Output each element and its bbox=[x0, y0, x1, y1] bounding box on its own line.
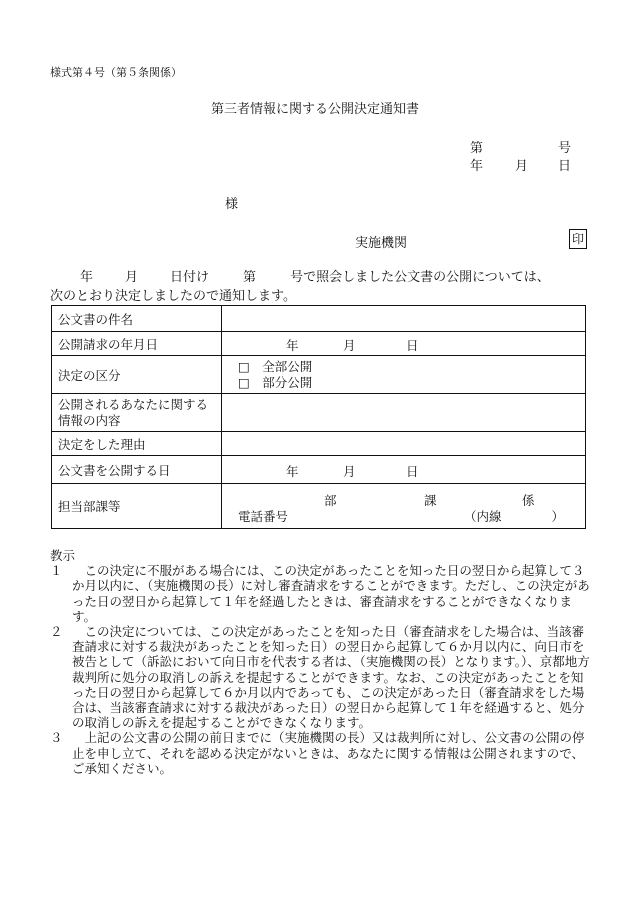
doc-number-prefix: 第 bbox=[470, 141, 484, 156]
row-value-decision bbox=[222, 356, 586, 394]
row-label-reason: 決定をした理由 bbox=[52, 432, 222, 456]
date-day: 日 bbox=[558, 159, 572, 174]
intro-month: 月 bbox=[125, 270, 139, 285]
request-date-day: 日 bbox=[406, 337, 419, 353]
row-value-reason bbox=[222, 432, 586, 456]
notice-item bbox=[50, 730, 595, 776]
request-date-year: 年 bbox=[286, 337, 299, 353]
row-label-disclosure-date: 公文書を公開する日 bbox=[52, 456, 222, 484]
notice-item bbox=[50, 624, 595, 730]
table-row bbox=[52, 456, 586, 484]
dept-suffix: 部 bbox=[324, 493, 337, 508]
table-row bbox=[52, 356, 586, 394]
table-row bbox=[52, 306, 586, 332]
notice-item-text: 上記の公文書の公開の前日までに（実施機関の長）又は裁判所に対し、公文書の公開の停止を申し立て、それを認める決定がないときは、あなたに関する情報は公開されますので、ご承知ください。 bbox=[72, 730, 585, 776]
table-row bbox=[52, 394, 586, 432]
row-label-subject: 公文書の件名 bbox=[52, 306, 222, 332]
row-label-request-date: 公開請求の年月日 bbox=[52, 332, 222, 356]
option-partial-disclosure: □ 部分公開 bbox=[238, 374, 313, 390]
notice-item-number: ３ bbox=[50, 730, 63, 746]
agency-label: 実施機関 bbox=[355, 236, 408, 251]
option-full-disclosure: □ 全部公開 bbox=[238, 358, 313, 374]
appeal-notice bbox=[50, 548, 595, 776]
doc-number-suffix: 号 bbox=[558, 141, 572, 156]
unit-suffix: 係 bbox=[522, 493, 535, 508]
form-number: 様式第４号（第５条関係） bbox=[50, 66, 182, 79]
row-label-info-content: 公開されるあなたに関する情報の内容 bbox=[52, 394, 222, 432]
intro-day: 日付け bbox=[170, 270, 210, 285]
intro-paragraph bbox=[50, 268, 595, 306]
info-table bbox=[51, 305, 586, 529]
row-value-request-date bbox=[222, 332, 586, 356]
request-date-month: 月 bbox=[343, 337, 356, 353]
notice-item-number: ２ bbox=[50, 624, 63, 640]
table-row bbox=[52, 484, 586, 529]
disclosure-date-month: 月 bbox=[343, 463, 356, 479]
section-suffix: 課 bbox=[424, 493, 437, 508]
row-value-disclosure-date bbox=[222, 456, 586, 484]
notice-item-number: １ bbox=[50, 563, 63, 579]
date-year: 年 bbox=[470, 159, 484, 174]
extension-label: （内線 ） bbox=[464, 509, 565, 524]
intro-year: 年 bbox=[80, 270, 94, 285]
row-value-info-content bbox=[222, 394, 586, 432]
table-row bbox=[52, 332, 586, 356]
intro-number-prefix: 第 bbox=[243, 270, 257, 285]
disclosure-date-year: 年 bbox=[286, 463, 299, 479]
table-row bbox=[52, 432, 586, 456]
notice-item-text: この決定に不服がある場合には、この決定があったことを知った日の翌日から起算して３か月以内に、（実施機関の長）に対し審査請求をすることができます。ただし、この決定があった日の翌日から起算して１年を経過したときは、審査請求をすることができなくなります。 bbox=[72, 563, 590, 624]
row-label-department: 担当部課等 bbox=[52, 484, 222, 529]
row-value-subject bbox=[222, 306, 586, 332]
intro-line1-rest: 号で照会しました公文書の公開については、 bbox=[290, 270, 550, 285]
intro-line-2: 次のとおり決定しましたので通知します。 bbox=[50, 289, 296, 304]
seal-stamp: 印 bbox=[569, 229, 587, 249]
addressee: 様 bbox=[225, 197, 239, 212]
disclosure-date-day: 日 bbox=[406, 463, 419, 479]
intro-line-1 bbox=[50, 268, 595, 287]
date-month: 月 bbox=[515, 159, 529, 174]
notice-item-text: この決定については、この決定があったことを知った日（審査請求をした場合は、当該審査請求に対する裁決があったことを知った日）の翌日から起算して６か月以内に、向日市を被告として（訴訟において向日市を代表する者は、（実施機関の長）となります。）、京都地方裁判所に処分の取消しの訴えを提起することができます。なお、この決定があったことを知った日の翌日から起算して６か月以内であっても、この決定があった日（審査請求をした場合は、当該審査請求に対する裁決があった日）の翌日から起算して１年を経過すると、処分の取消しの訴えを提起することができなくなります。 bbox=[72, 624, 590, 731]
row-value-department bbox=[222, 484, 586, 529]
phone-label: 電話番号 bbox=[238, 509, 289, 524]
notice-item bbox=[50, 563, 595, 624]
page-title: 第三者情報に関する公開決定通知書 bbox=[210, 102, 419, 117]
notice-heading: 教示 bbox=[50, 548, 76, 563]
row-label-decision: 決定の区分 bbox=[52, 356, 222, 394]
